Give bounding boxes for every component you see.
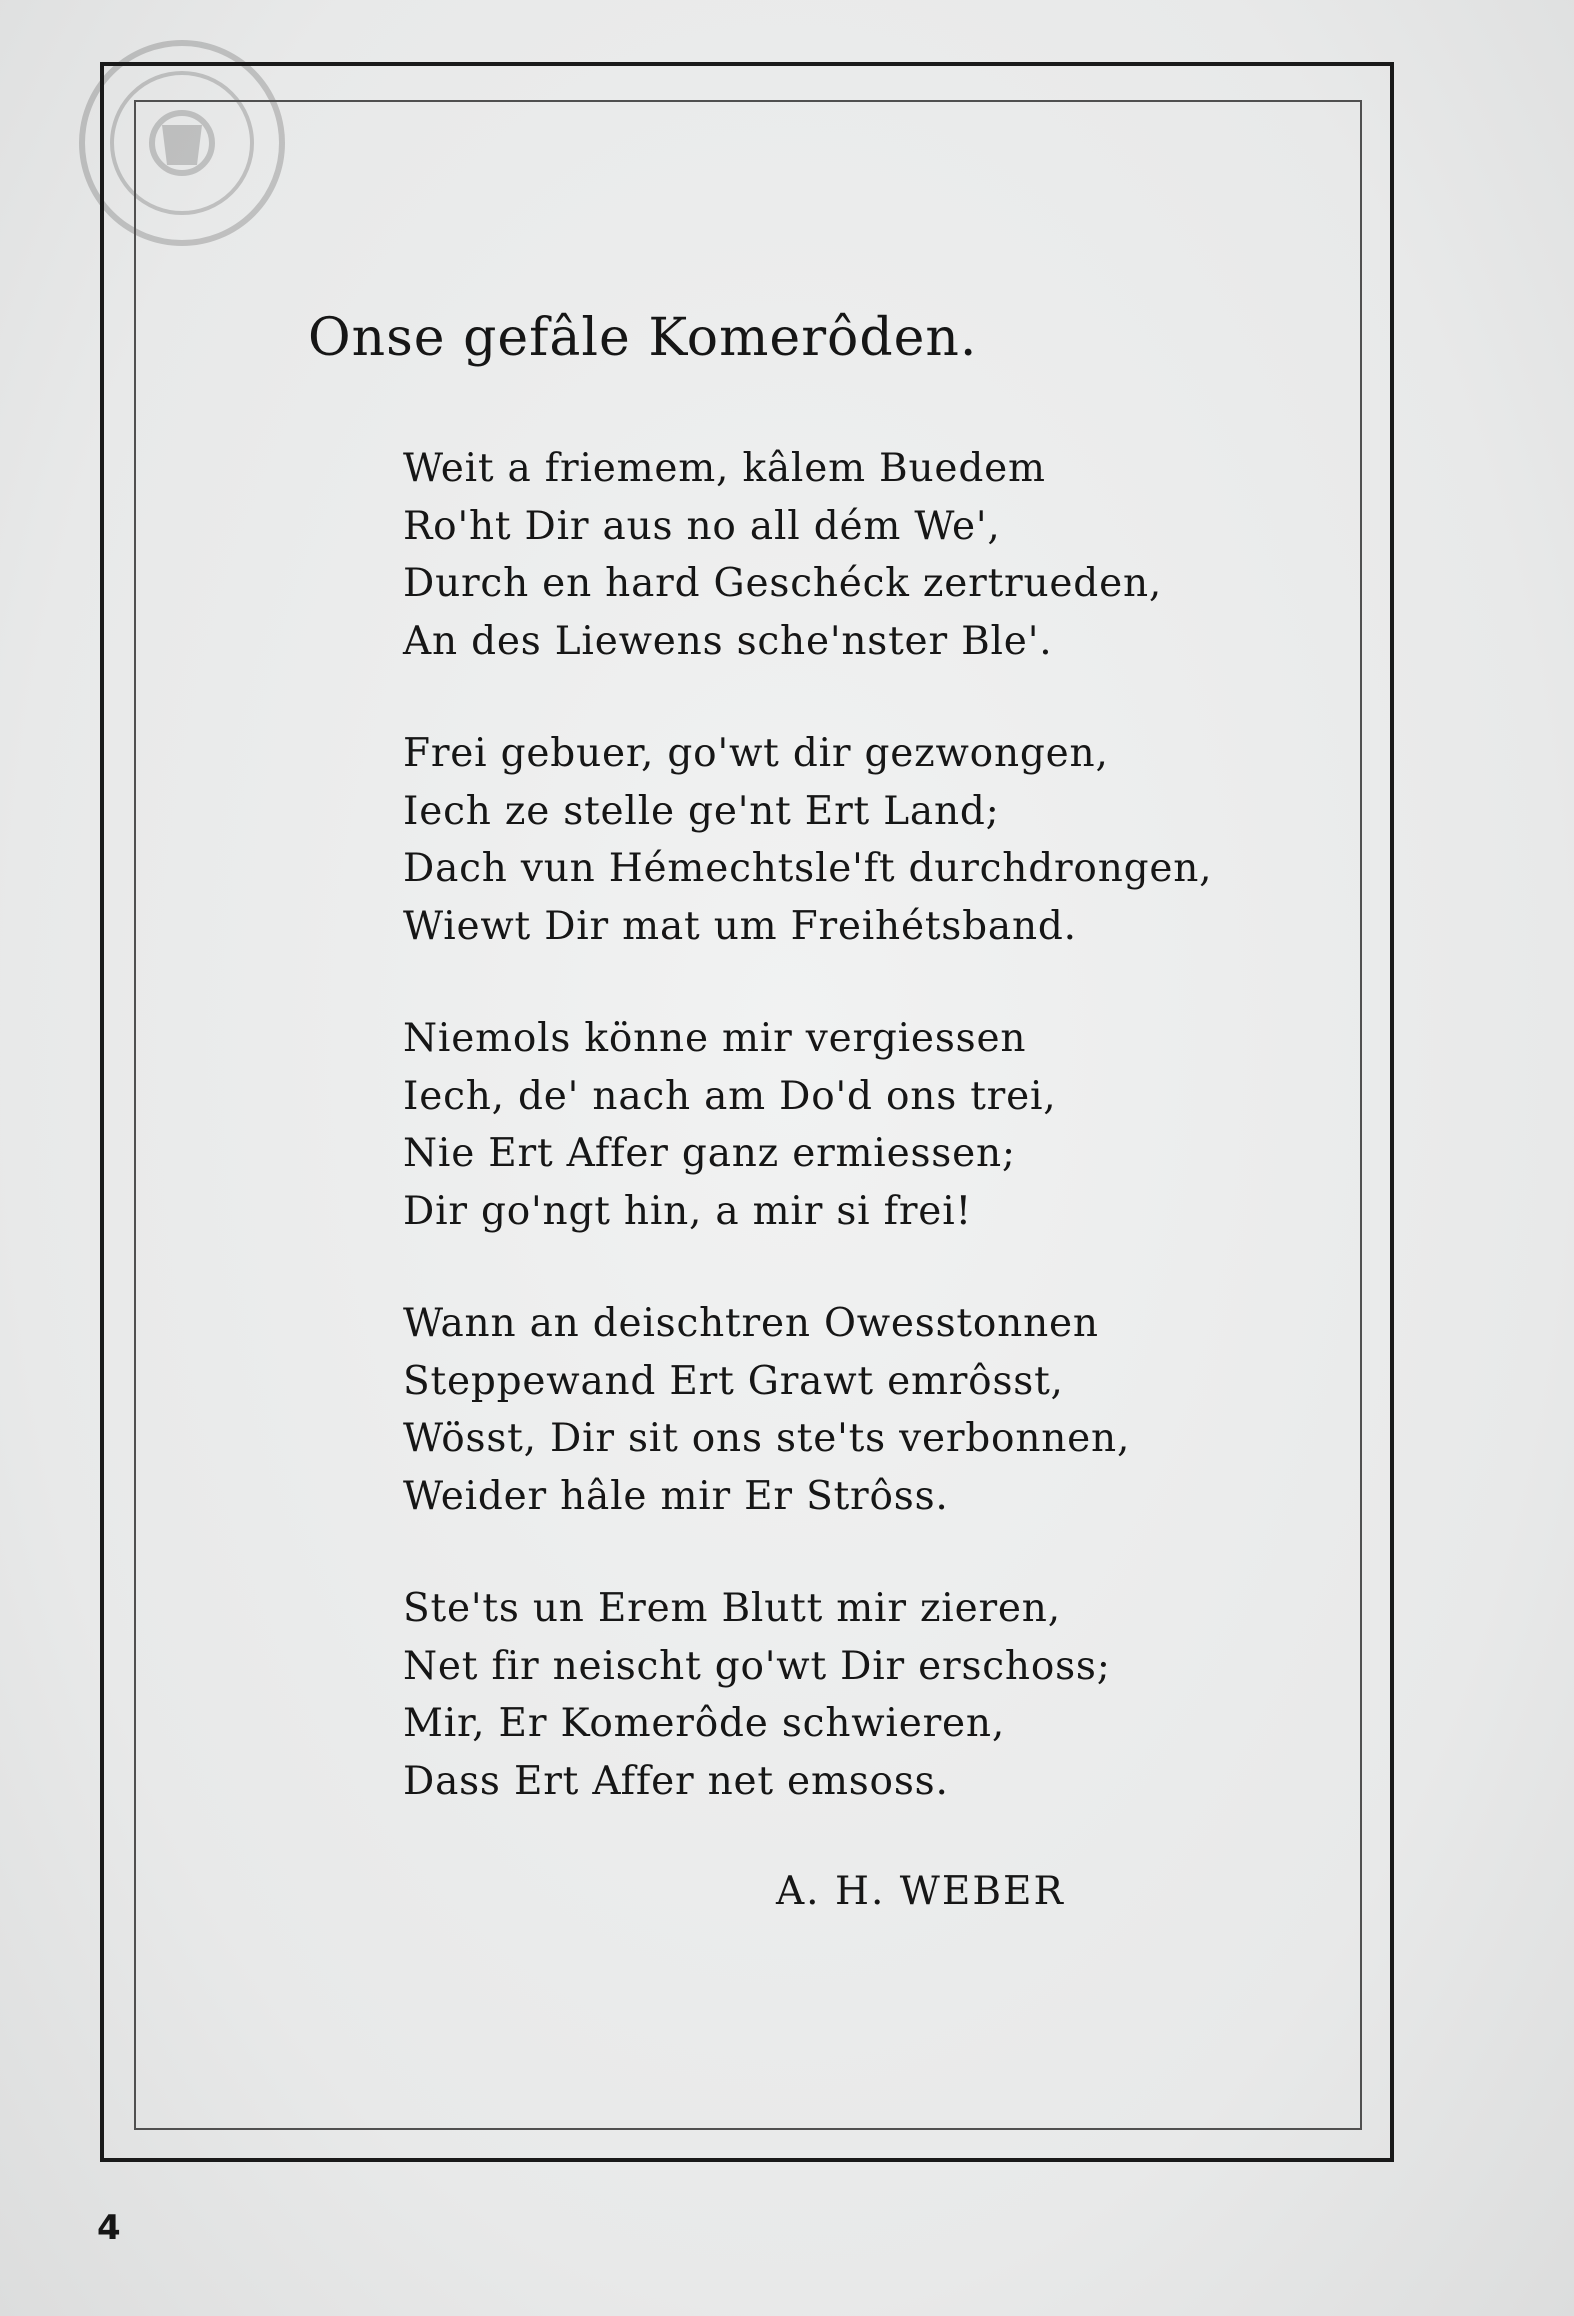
poem-line: Weit a friemem, kâlem Buedem <box>403 446 1046 491</box>
poem-line: Nie Ert Affer ganz ermiessen; <box>403 1131 1016 1176</box>
stanza-1 <box>403 440 1303 670</box>
poem-line: Wann an deischtren Owesstonnen <box>403 1301 1099 1346</box>
stanza-4 <box>403 1295 1303 1525</box>
poem-line: Net fir neischt go'wt Dir erschoss; <box>403 1643 1111 1689</box>
poem-line: Dach vun Hémechtsle'ft durchdrongen, <box>403 846 1213 891</box>
poem-line: Steppewand Ert Grawt emrôsst, <box>403 1358 1064 1404</box>
poem-line: Iech ze stelle ge'nt Ert Land; <box>403 788 1000 834</box>
poem-line: Ro'ht Dir aus no all dém We', <box>403 503 1001 549</box>
poem-line: An des Liewens sche'nster Ble'. <box>403 618 1053 664</box>
poem-line: Dass Ert Affer net emsoss. <box>403 1758 949 1804</box>
poem-line: Frei gebuer, go'wt dir gezwongen, <box>403 731 1109 776</box>
poem-line: Niemols könne mir vergiessen <box>403 1016 1027 1061</box>
poem-line: Wösst, Dir sit ons ste'ts verbonnen, <box>403 1416 1131 1461</box>
poem-line: Mir, Er Komerôde schwieren, <box>403 1701 1006 1746</box>
poem-line: Ste'ts un Erem Blutt mir zieren, <box>403 1586 1061 1631</box>
stanza-3 <box>403 1010 1303 1240</box>
poem-line: Durch en hard Geschéck zertrueden, <box>403 561 1163 606</box>
author-signature: A. H. WEBER <box>776 1869 1065 1914</box>
poem-title: Onse gefâle Komerôden. <box>308 308 978 368</box>
page-number: 4 <box>97 2208 121 2248</box>
stanza-2 <box>403 725 1303 955</box>
stanza-5 <box>403 1580 1303 1810</box>
poem-line: Wiewt Dir mat um Freihétsband. <box>403 903 1077 949</box>
poem-body <box>403 440 1303 1865</box>
poem-line: Iech, de' nach am Do'd ons trei, <box>403 1073 1057 1119</box>
poem-line: Weider hâle mir Er Strôss. <box>403 1473 949 1519</box>
poem-line: Dir go'ngt hin, a mir si frei! <box>403 1188 972 1234</box>
